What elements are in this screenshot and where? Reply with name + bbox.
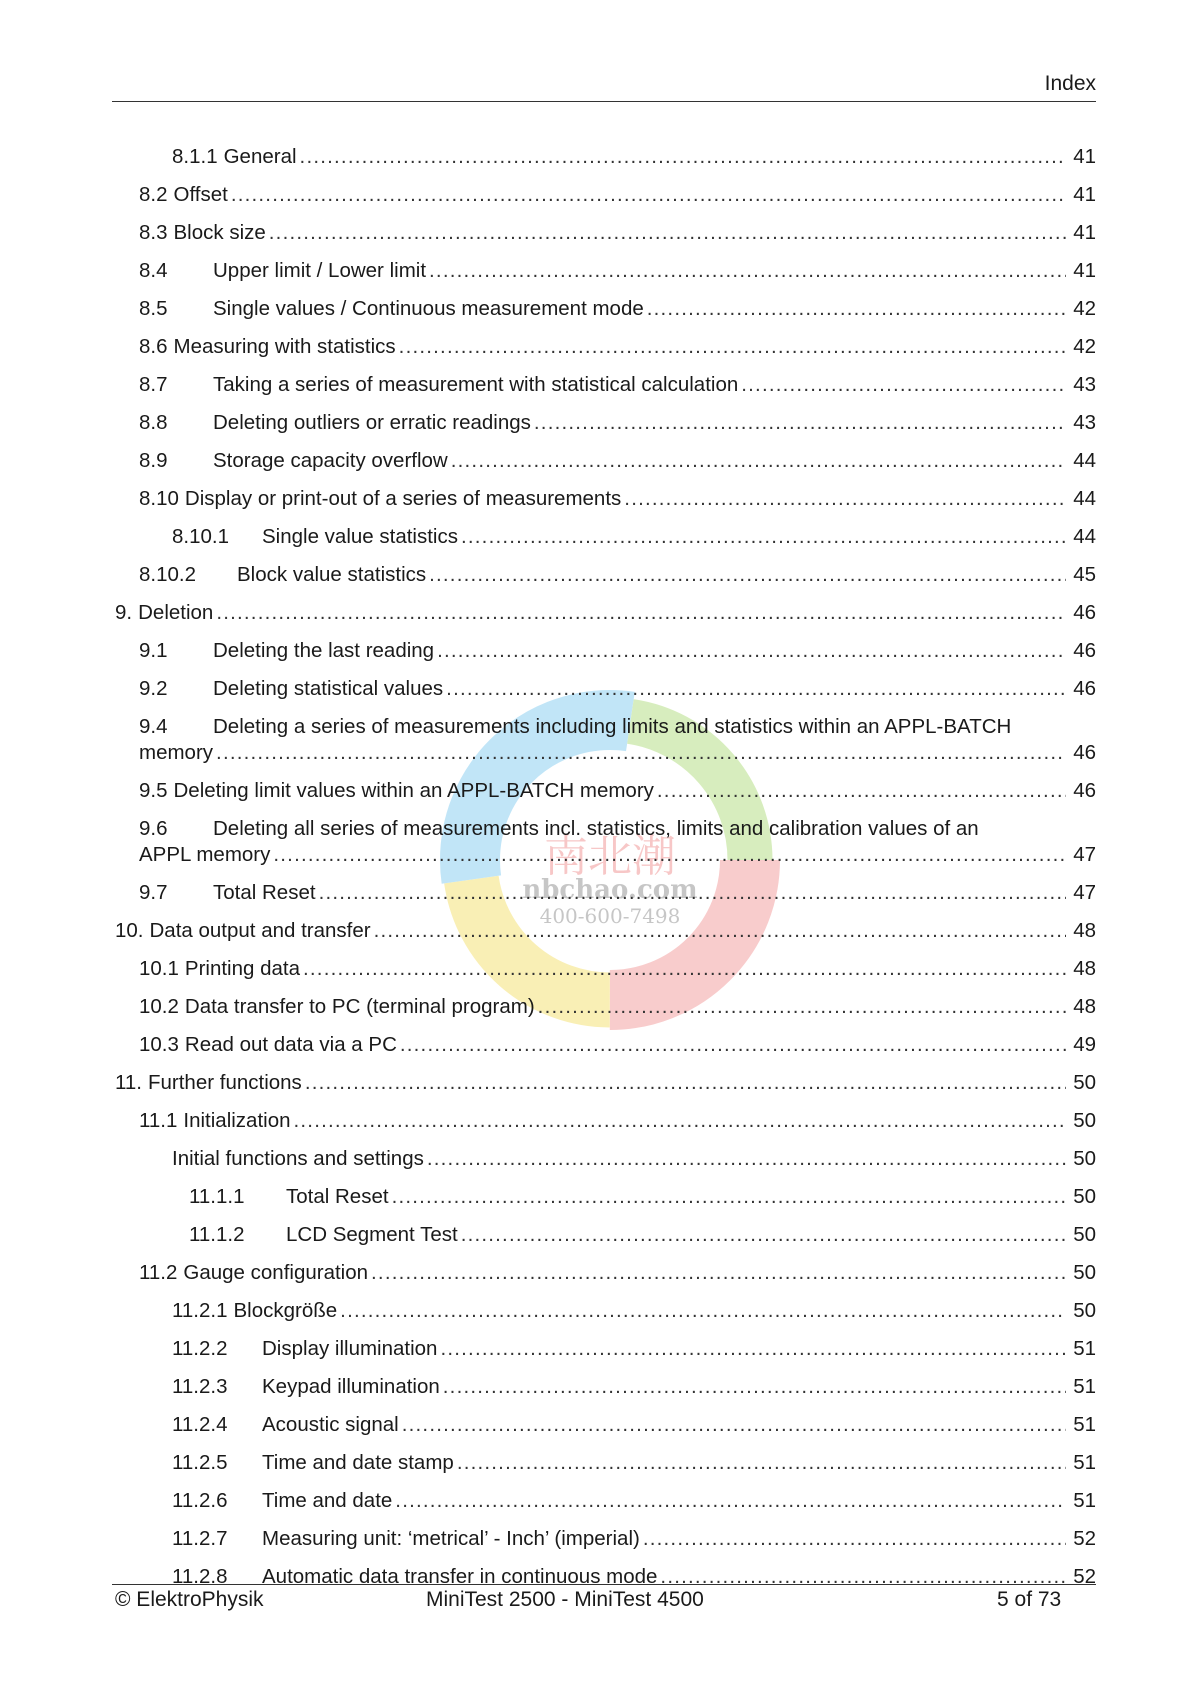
toc-entry-page[interactable]: 48 <box>1073 919 1096 942</box>
toc-entry[interactable] <box>0 880 1200 906</box>
toc-entry-title[interactable]: Deleting the last reading <box>213 639 435 662</box>
toc-entry-title[interactable]: Total Reset <box>213 881 316 904</box>
toc-entry[interactable] <box>0 1146 1200 1172</box>
toc-entry-page[interactable]: 48 <box>1073 957 1096 980</box>
toc-entry-title[interactable]: Initial functions and settings <box>172 1147 424 1170</box>
toc-entry-number: 11.2 <box>139 1261 178 1284</box>
dot-leader <box>273 842 1066 868</box>
toc-entry-line[interactable] <box>0 1070 1200 1096</box>
header-title: Index <box>1044 72 1096 95</box>
toc-entry-page[interactable]: 51 <box>1073 1413 1096 1436</box>
toc-entry-page[interactable]: 43 <box>1073 411 1096 434</box>
toc-entry-title[interactable]: Measuring with statistics <box>173 335 396 358</box>
toc-entry-title[interactable]: Upper limit / Lower limit <box>213 259 427 282</box>
toc-entry-number: 11.2.8 <box>172 1565 228 1588</box>
toc-entry-title[interactable]: Measuring unit: ‘metrical’ - Inch’ (imperial) <box>262 1527 640 1550</box>
dot-leader <box>534 410 1066 436</box>
toc-entry-line[interactable] <box>0 816 1200 842</box>
toc-entry-number: 11. <box>115 1071 142 1094</box>
toc-entry[interactable] <box>0 1222 1200 1248</box>
toc-entry-line[interactable] <box>0 1222 1200 1248</box>
toc-entry-line[interactable] <box>0 1564 1200 1590</box>
toc-entry-number: 11.1.1 <box>189 1185 245 1208</box>
toc-entry-page[interactable]: 45 <box>1073 563 1096 586</box>
toc-entry-title[interactable]: Single values / Continuous measurement mode <box>213 297 644 320</box>
toc-entry-line[interactable] <box>0 740 1200 766</box>
toc-entry-page[interactable]: 51 <box>1073 1489 1096 1512</box>
table-of-contents <box>0 144 1200 1602</box>
toc-entry-page[interactable]: 41 <box>1073 145 1096 168</box>
toc-entry-page[interactable]: 46 <box>1073 639 1096 662</box>
toc-entry-line[interactable] <box>0 448 1200 474</box>
toc-entry[interactable] <box>0 1032 1200 1058</box>
dot-leader <box>319 880 1066 906</box>
toc-entry-title[interactable]: Storage capacity overflow <box>213 449 448 472</box>
toc-entry-title-continuation[interactable]: APPL memory <box>139 843 271 866</box>
toc-entry[interactable] <box>0 1488 1200 1514</box>
toc-entry-page[interactable]: 41 <box>1073 183 1096 206</box>
dot-leader <box>429 562 1066 588</box>
dot-leader <box>216 740 1066 766</box>
toc-entry-title[interactable]: Display illumination <box>262 1337 438 1360</box>
toc-entry-number: 10.2 <box>139 995 179 1018</box>
toc-entry-page[interactable]: 41 <box>1073 221 1096 244</box>
dot-leader <box>427 1146 1066 1172</box>
toc-entry-page[interactable]: 50 <box>1073 1109 1096 1132</box>
dot-leader <box>446 676 1066 702</box>
toc-entry[interactable] <box>0 334 1200 360</box>
dot-leader <box>538 994 1066 1020</box>
toc-entry-number: 8.8 <box>139 411 168 434</box>
toc-entry-line[interactable] <box>0 918 1200 944</box>
toc-entry-number: 8.5 <box>139 297 168 320</box>
toc-entry[interactable] <box>0 714 1200 766</box>
dot-leader <box>660 1564 1066 1590</box>
dot-leader <box>371 1260 1066 1286</box>
toc-entry[interactable] <box>0 676 1200 702</box>
toc-entry-page[interactable]: 46 <box>1073 779 1096 802</box>
toc-entry-page[interactable]: 50 <box>1073 1071 1096 1094</box>
toc-entry-line[interactable] <box>0 486 1200 512</box>
dot-leader <box>457 1450 1066 1476</box>
toc-entry-line[interactable] <box>0 1032 1200 1058</box>
toc-entry-line[interactable] <box>0 994 1200 1020</box>
toc-entry-page[interactable]: 52 <box>1073 1527 1096 1550</box>
toc-entry-line[interactable] <box>0 182 1200 208</box>
toc-entry-number: 10. <box>115 919 144 942</box>
toc-entry-line[interactable] <box>0 1374 1200 1400</box>
toc-entry-number: 9.1 <box>139 639 168 662</box>
toc-entry[interactable] <box>0 486 1200 512</box>
toc-entry-line[interactable] <box>0 1146 1200 1172</box>
toc-entry-line[interactable] <box>0 1108 1200 1134</box>
dot-leader <box>657 778 1066 804</box>
toc-entry-title-continuation[interactable]: memory <box>139 741 214 764</box>
dot-leader <box>294 1108 1066 1134</box>
toc-entry-title[interactable]: Data transfer to PC (terminal program) <box>184 995 535 1018</box>
footer-copyright: © ElektroPhysik <box>115 1588 264 1611</box>
toc-entry-number: 11.2.5 <box>172 1451 228 1474</box>
toc-entry-line[interactable] <box>0 1526 1200 1552</box>
toc-entry-number: 11.2.6 <box>172 1489 228 1512</box>
toc-entry-page[interactable]: 42 <box>1073 297 1096 320</box>
toc-entry[interactable] <box>0 1070 1200 1096</box>
toc-entry-title[interactable]: Time and date stamp <box>262 1451 454 1474</box>
toc-entry[interactable] <box>0 994 1200 1020</box>
dot-leader <box>402 1412 1066 1438</box>
dot-leader <box>216 600 1066 626</box>
toc-entry-number: 11.2.2 <box>172 1337 228 1360</box>
dot-leader <box>429 258 1066 284</box>
watermark-phone: 400-600-7498 <box>539 904 681 928</box>
dot-leader <box>305 1070 1066 1096</box>
dot-leader <box>437 638 1066 664</box>
toc-entry-number: 8.9 <box>139 449 168 472</box>
toc-entry-title[interactable]: Automatic data transfer in continuous mode <box>262 1565 658 1588</box>
toc-entry[interactable] <box>0 562 1200 588</box>
toc-entry-title[interactable]: Taking a series of measurement with statistical calculation <box>213 373 739 396</box>
toc-entry[interactable] <box>0 410 1200 436</box>
toc-entry-line[interactable] <box>0 638 1200 664</box>
toc-entry[interactable] <box>0 1564 1200 1590</box>
toc-entry-number: 8.1.1 <box>172 145 218 168</box>
toc-entry[interactable] <box>0 1260 1200 1286</box>
toc-entry[interactable] <box>0 1412 1200 1438</box>
toc-entry-title[interactable]: Printing data <box>184 957 301 980</box>
toc-entry-line[interactable] <box>0 1336 1200 1362</box>
toc-entry-page[interactable]: 50 <box>1073 1261 1096 1284</box>
footer-rule <box>112 1584 1096 1585</box>
toc-entry[interactable] <box>0 1184 1200 1210</box>
toc-entry[interactable] <box>0 1374 1200 1400</box>
toc-entry-line[interactable] <box>0 778 1200 804</box>
toc-entry-title[interactable]: Deleting limit values within an APPL-BATCH memory <box>173 779 654 802</box>
toc-entry-page[interactable]: 47 <box>1073 881 1096 904</box>
toc-entry[interactable] <box>0 220 1200 246</box>
toc-entry-number: 10.1 <box>139 957 179 980</box>
toc-entry-number: 11.2.3 <box>172 1375 228 1398</box>
toc-entry-title[interactable]: LCD Segment Test <box>286 1223 458 1246</box>
toc-entry-page[interactable]: 50 <box>1073 1147 1096 1170</box>
toc-entry[interactable] <box>0 372 1200 398</box>
toc-entry-page[interactable]: 50 <box>1073 1299 1096 1322</box>
toc-entry-title[interactable]: Display or print-out of a series of measurements <box>184 487 622 510</box>
toc-entry[interactable] <box>0 1526 1200 1552</box>
toc-entry[interactable] <box>0 956 1200 982</box>
dot-leader <box>300 144 1066 170</box>
toc-entry-number: 9.5 <box>139 779 168 802</box>
toc-entry[interactable] <box>0 182 1200 208</box>
dot-leader <box>340 1298 1066 1324</box>
toc-entry-number: 9.6 <box>139 817 168 840</box>
dot-leader <box>451 448 1066 474</box>
toc-entry-page[interactable]: 46 <box>1073 677 1096 700</box>
toc-entry-page[interactable]: 42 <box>1073 335 1096 358</box>
toc-entry-number: 11.1.2 <box>189 1223 245 1246</box>
toc-entry-line[interactable] <box>0 1298 1200 1324</box>
toc-entry-number: 8.6 <box>139 335 168 358</box>
watermark-chinese: 南北潮 <box>544 831 676 882</box>
toc-entry-number: 9.4 <box>139 715 168 738</box>
dot-leader <box>231 182 1066 208</box>
toc-entry-title[interactable]: Block value statistics <box>237 563 427 586</box>
toc-entry-page[interactable]: 48 <box>1073 995 1096 1018</box>
toc-entry[interactable] <box>0 1298 1200 1324</box>
toc-entry-title[interactable]: Offset <box>173 183 228 206</box>
dot-leader <box>269 220 1066 246</box>
toc-entry-title[interactable]: Gauge configuration <box>183 1261 369 1284</box>
toc-entry-page[interactable]: 49 <box>1073 1033 1096 1056</box>
toc-entry-line[interactable] <box>0 676 1200 702</box>
toc-entry[interactable] <box>0 600 1200 626</box>
toc-entry-title[interactable]: Deletion <box>138 601 214 624</box>
toc-entry-number: 9.7 <box>139 881 168 904</box>
dot-leader <box>400 1032 1066 1058</box>
toc-entry-line[interactable] <box>0 1488 1200 1514</box>
toc-entry[interactable] <box>0 524 1200 550</box>
toc-entry-page[interactable]: 51 <box>1073 1375 1096 1398</box>
dot-leader <box>399 334 1066 360</box>
toc-entry-number: 10.3 <box>139 1033 179 1056</box>
toc-entry-title[interactable]: Total Reset <box>286 1185 389 1208</box>
toc-entry-title[interactable]: Deleting outliers or erratic readings <box>213 411 531 434</box>
toc-entry-title[interactable]: Keypad illumination <box>262 1375 440 1398</box>
toc-entry[interactable] <box>0 1108 1200 1134</box>
toc-entry-title[interactable]: Deleting a series of measurements including limits and statistics within an APPL-BATCH <box>213 715 1012 738</box>
toc-entry-number: 8.2 <box>139 183 168 206</box>
toc-entry-line[interactable] <box>0 372 1200 398</box>
toc-entry-number: 8.10 <box>139 487 179 510</box>
toc-entry-title[interactable]: Further functions <box>147 1071 302 1094</box>
toc-entry-line[interactable] <box>0 956 1200 982</box>
toc-entry-title[interactable]: Initialization <box>183 1109 291 1132</box>
toc-entry-title[interactable]: Read out data via a PC <box>184 1033 397 1056</box>
toc-entry-title[interactable]: Data output and transfer <box>149 919 371 942</box>
toc-entry-page[interactable]: 47 <box>1073 843 1096 866</box>
dot-leader <box>647 296 1066 322</box>
toc-entry-title[interactable]: Single value statistics <box>262 525 458 548</box>
toc-entry-number: 11.2.1 <box>172 1299 228 1322</box>
footer-page-number: 5 of 73 <box>997 1588 1062 1611</box>
toc-entry-number: 8.4 <box>139 259 168 282</box>
toc-entry-page[interactable]: 52 <box>1073 1565 1096 1588</box>
toc-entry-line[interactable] <box>0 220 1200 246</box>
dot-leader <box>643 1526 1066 1552</box>
toc-entry-page[interactable]: 44 <box>1073 525 1096 548</box>
toc-entry-line[interactable] <box>0 258 1200 284</box>
toc-entry-number: 11.2.4 <box>172 1413 228 1436</box>
toc-entry-title[interactable]: Time and date <box>262 1489 393 1512</box>
toc-entry-line[interactable] <box>0 524 1200 550</box>
toc-entry-page[interactable]: 44 <box>1073 449 1096 472</box>
toc-entry-title[interactable]: Deleting statistical values <box>213 677 444 700</box>
toc-entry-page[interactable]: 44 <box>1073 487 1096 510</box>
footer-product: MiniTest 2500 - MiniTest 4500 <box>426 1588 704 1611</box>
toc-entry[interactable] <box>0 1336 1200 1362</box>
toc-entry-number: 8.10.1 <box>172 525 229 548</box>
toc-entry-line[interactable] <box>0 334 1200 360</box>
toc-entry-line[interactable] <box>0 1450 1200 1476</box>
toc-entry-title[interactable]: General <box>223 145 297 168</box>
toc-entry-line[interactable] <box>0 1412 1200 1438</box>
toc-entry-number: 11.1 <box>139 1109 178 1132</box>
toc-entry-number: 9.2 <box>139 677 168 700</box>
toc-entry-number: 8.7 <box>139 373 168 396</box>
toc-entry[interactable] <box>0 296 1200 322</box>
toc-entry-page[interactable]: 41 <box>1073 259 1096 282</box>
toc-entry-page[interactable]: 43 <box>1073 373 1096 396</box>
toc-entry-page[interactable]: 50 <box>1073 1223 1096 1246</box>
toc-entry[interactable] <box>0 638 1200 664</box>
toc-entry-line[interactable] <box>0 410 1200 436</box>
toc-entry-line[interactable] <box>0 1260 1200 1286</box>
toc-entry-line[interactable] <box>0 1184 1200 1210</box>
toc-entry[interactable] <box>0 816 1200 868</box>
dot-leader <box>392 1184 1066 1210</box>
dot-leader <box>461 524 1066 550</box>
toc-entry-page[interactable]: 46 <box>1073 741 1096 764</box>
toc-entry-line[interactable] <box>0 562 1200 588</box>
dot-leader <box>303 956 1066 982</box>
dot-leader <box>461 1222 1066 1248</box>
toc-entry-title[interactable]: Block size <box>173 221 266 244</box>
toc-entry-line[interactable] <box>0 880 1200 906</box>
dot-leader <box>395 1488 1066 1514</box>
dot-leader <box>374 918 1066 944</box>
toc-entry-line[interactable] <box>0 600 1200 626</box>
dot-leader <box>440 1336 1066 1362</box>
toc-entry[interactable] <box>0 144 1200 170</box>
toc-entry-number: 9. <box>115 601 133 624</box>
toc-entry-title[interactable]: Deleting all series of measurements incl. statistics, limits and calibration values of an <box>213 817 979 840</box>
toc-entry[interactable] <box>0 448 1200 474</box>
toc-entry-line[interactable] <box>0 714 1200 740</box>
header-rule <box>112 101 1096 102</box>
watermark-site: nbchao.com <box>522 875 698 905</box>
toc-entry-title[interactable]: Blockgröße <box>233 1299 338 1322</box>
toc-entry[interactable] <box>0 778 1200 804</box>
toc-entry-page[interactable]: 50 <box>1073 1185 1096 1208</box>
toc-entry[interactable] <box>0 1450 1200 1476</box>
dot-leader <box>624 486 1066 512</box>
toc-entry[interactable] <box>0 258 1200 284</box>
toc-entry-number: 8.10.2 <box>139 563 196 586</box>
toc-entry[interactable] <box>0 918 1200 944</box>
dot-leader <box>741 372 1066 398</box>
toc-entry-line[interactable] <box>0 144 1200 170</box>
toc-entry-title[interactable]: Acoustic signal <box>262 1413 399 1436</box>
toc-entry-line[interactable] <box>0 842 1200 868</box>
toc-entry-number: 11.2.7 <box>172 1527 228 1550</box>
toc-entry-page[interactable]: 51 <box>1073 1451 1096 1474</box>
toc-entry-page[interactable]: 51 <box>1073 1337 1096 1360</box>
dot-leader <box>443 1374 1066 1400</box>
toc-entry-line[interactable] <box>0 296 1200 322</box>
toc-entry-page[interactable]: 46 <box>1073 601 1096 624</box>
toc-entry-number: 8.3 <box>139 221 168 244</box>
